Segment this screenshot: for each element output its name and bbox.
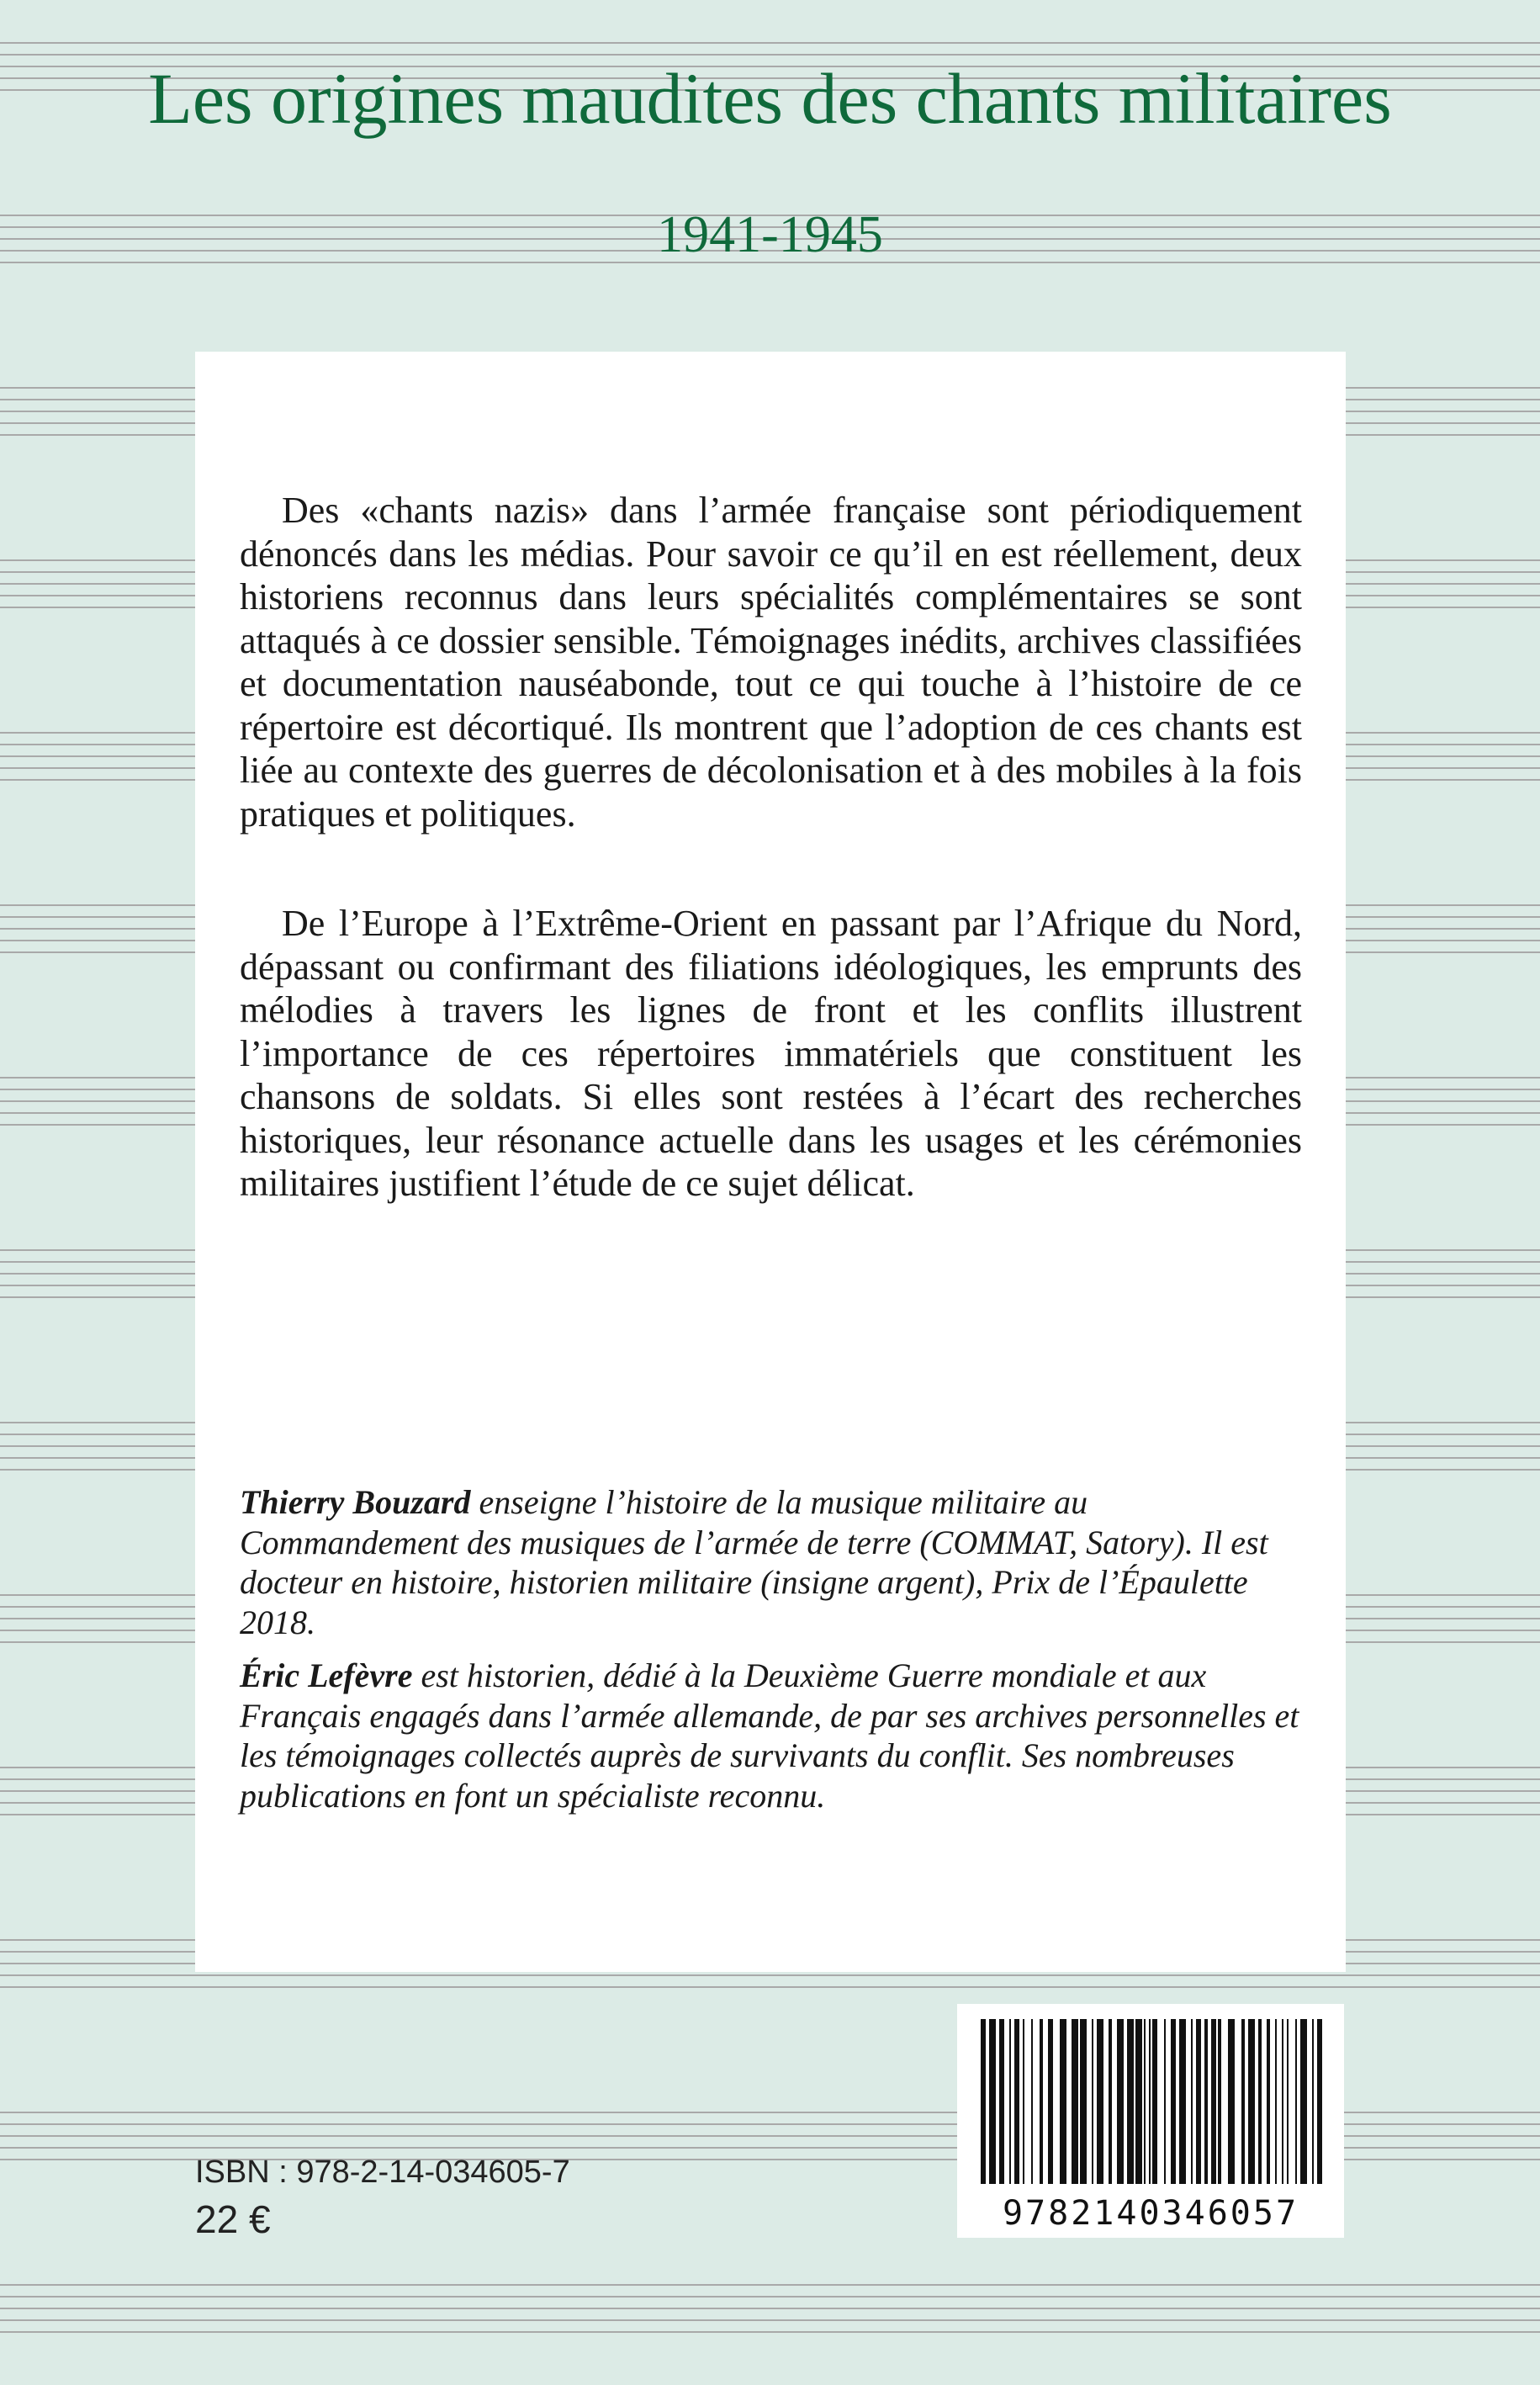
barcode-bar (1241, 2019, 1245, 2184)
barcode-bar (1248, 2019, 1255, 2184)
barcode-bar (1171, 2019, 1176, 2184)
barcode-bar (1023, 2019, 1024, 2184)
author-name: Thierry Bouzard (240, 1483, 471, 1521)
barcode-bar (1080, 2019, 1087, 2184)
barcode-bar (1117, 2019, 1124, 2184)
barcode-bar (1196, 2019, 1201, 2184)
barcode-bar (1300, 2019, 1307, 2184)
isbn-label: ISBN : 978-2-14-034605-7 (195, 2154, 570, 2190)
barcode-bar (1258, 2019, 1262, 2184)
summary-paragraph (240, 902, 1302, 1206)
summary-paragraph-text: Des «chants nazis» dans l’armée française sont périodiquement dénoncés dans les médias. Pour savoir ce qu’il en est réellement, deux historiens reconnus dans leurs spécialités complémentaires se sont attaqués à ce dossier sensible. Témoignages inédits, archives classifiées et documentation nauséabonde, tout ce qui touche à l’histoire de ce répertoire est décortiqué. Ils montrent que l’adoption de ces chants est liée au contexte des guerres de décolonisation et à des mobiles à la fois pratiques et politiques. (240, 490, 1302, 835)
summary-paragraph-text: De l’Europe à l’Extrême-Orient en passant par l’Afrique du Nord, dépassant ou confirmant des filiations idéologiques, les emprunts des mélodies à travers les lignes de front et les conflits illustrent l’importance de ces répertoires immatériels que constituent les chansons de soldats. Si elles sont restées à l’écart des recherches historiques, leur résonance actuelle dans les usages et les cérémonies militaires justifient l’étude de ce sujet délicat. (240, 903, 1302, 1204)
barcode-bars (981, 2019, 1322, 2184)
barcode-bar (1211, 2019, 1216, 2184)
barcode-bar (1218, 2019, 1221, 2184)
barcode-bar (1127, 2019, 1134, 2184)
barcode-bar (1109, 2019, 1112, 2184)
barcode-bar (1317, 2019, 1322, 2184)
barcode-bar (1295, 2019, 1297, 2184)
barcode-bar (1092, 2019, 1093, 2184)
barcode-bar (1048, 2019, 1053, 2184)
barcode-bar (1204, 2019, 1208, 2184)
barcode-bar (1097, 2019, 1103, 2184)
barcode-bar (1191, 2019, 1193, 2184)
author-name: Éric Lefèvre (240, 1656, 413, 1694)
barcode-bar (1282, 2019, 1283, 2184)
barcode-graphic (957, 2004, 1344, 2238)
barcode-bar (1228, 2019, 1235, 2184)
barcode (957, 2004, 1344, 2238)
barcode-bar (1135, 2019, 1142, 2184)
barcode-digits: 9782140346057 (1002, 2194, 1299, 2233)
barcode-bar (981, 2019, 986, 2184)
barcode-bar (1144, 2019, 1146, 2184)
barcode-bar (1275, 2019, 1277, 2184)
barcode-bar (1014, 2019, 1019, 2184)
author-bio-text: enseigne l’histoire de la musique militaire au Commandement des musiques de l’armée de terre (COMMAT, Satory). Il est docteur en histoire, historien militaire (insigne argent), Prix de l’Épaulette 2018. (240, 1483, 1268, 1641)
barcode-bar (1179, 2019, 1186, 2184)
barcode-bar (1152, 2019, 1157, 2184)
barcode-bar (1040, 2019, 1043, 2184)
barcode-bar (1149, 2019, 1151, 2184)
author-bio-text: est historien, dédié à la Deuxième Guerre mondiale et aux Français engagés dans l’armée allemande, de par ses archives personnelles et les témoignages collectés auprès de survivants du conflit. Ses nombreuses publications en font un spécialiste reconnu. (240, 1656, 1299, 1815)
author-bio (240, 1482, 1302, 1642)
barcode-bar (989, 2019, 996, 2184)
barcode-bar (999, 2019, 1004, 2184)
barcode-bar (1060, 2019, 1066, 2184)
barcode-bar (1031, 2019, 1033, 2184)
book-title: Les origines maudites des chants militaires (148, 58, 1392, 139)
barcode-bar (1287, 2019, 1289, 2184)
barcode-bar (1164, 2019, 1166, 2184)
barcode-bar (1072, 2019, 1078, 2184)
barcode-bar (1312, 2019, 1314, 2184)
barcode-bar (1009, 2019, 1011, 2184)
summary-paragraph (240, 489, 1302, 835)
book-years: 1941-1945 (657, 206, 883, 263)
barcode-bar (1267, 2019, 1270, 2184)
author-bio (240, 1656, 1302, 1815)
price-label: 22 € (195, 2197, 271, 2241)
